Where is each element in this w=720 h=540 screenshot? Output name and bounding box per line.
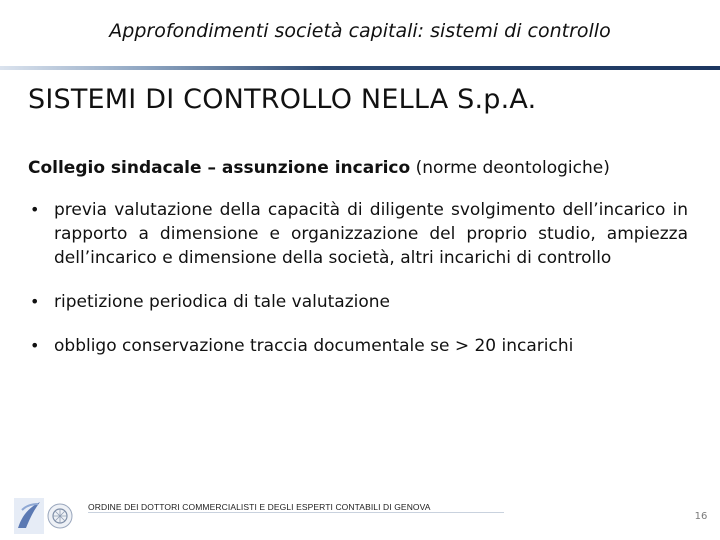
header-title: Approfondimenti società capitali: sistemi di controllo [109, 20, 611, 42]
subtitle-bold: Collegio sindacale – assunzione incarico [28, 158, 411, 178]
bullet-text: previa valutazione della capacità di diligente svolgimento dell’incarico in rapporto a dimensione e organizzazione del proprio studio, ampiezza dell’incarico e dimensione della società, altri incarichi di controllo [54, 200, 688, 268]
bullet-list [28, 198, 688, 378]
footer-divider [88, 512, 504, 513]
bullet-item [28, 198, 688, 270]
logo-emblem-icon [14, 498, 74, 534]
slide-number: 16 [694, 511, 708, 522]
header-divider [0, 66, 720, 70]
bullet-text: obbligo conservazione traccia documentale se > 20 incarichi [54, 336, 574, 356]
bullet-icon: • [30, 336, 40, 355]
bullet-item [28, 290, 688, 314]
bullet-text: ripetizione periodica di tale valutazione [54, 292, 391, 312]
slide-title: SISTEMI DI CONTROLLO NELLA S.p.A. [28, 84, 537, 115]
slide-subtitle [28, 158, 610, 178]
subtitle-note: (norme deontologiche) [410, 158, 610, 178]
organization-logo [14, 498, 74, 534]
bullet-icon: • [30, 200, 40, 219]
footer-organization: ORDINE DEI DOTTORI COMMERCIALISTI E DEGLI ESPERTI CONTABILI DI GENOVA [88, 502, 431, 512]
bullet-item [28, 334, 688, 358]
bullet-icon: • [30, 292, 40, 311]
